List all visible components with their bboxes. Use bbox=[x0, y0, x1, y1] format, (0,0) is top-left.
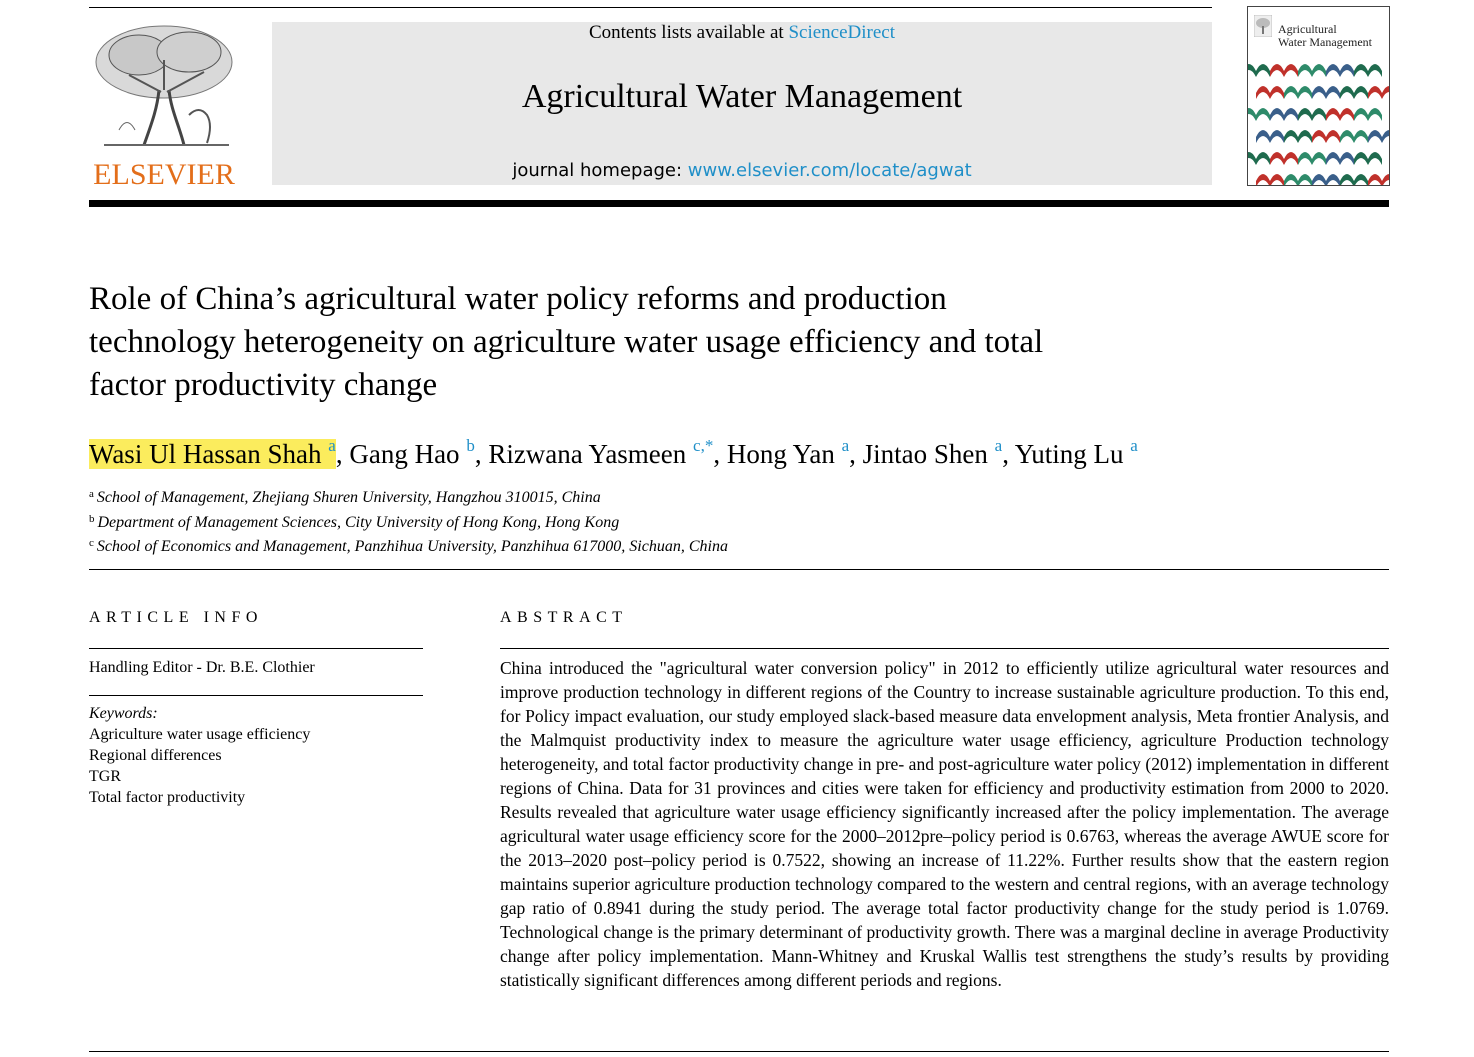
affiliation-label: c bbox=[89, 537, 94, 549]
author-affiliation-link[interactable]: b bbox=[466, 436, 475, 455]
journal-title: Agricultural Water Management bbox=[521, 78, 963, 115]
cover-wave-shape bbox=[1298, 64, 1326, 77]
author-name[interactable]: Gang Hao bbox=[349, 439, 460, 469]
author-separator: , bbox=[713, 439, 727, 469]
cover-title-line2: Water Management bbox=[1278, 35, 1372, 49]
article-info-mid-rule bbox=[89, 695, 423, 696]
title-line: technology heterogeneity on agriculture water usage efficiency and total bbox=[89, 324, 1044, 360]
author-separator: , bbox=[849, 439, 863, 469]
abstract-bottom-rule bbox=[89, 1051, 1389, 1052]
cover-wave-shape bbox=[1312, 130, 1340, 143]
cover-wave-shape bbox=[1270, 152, 1298, 165]
keyword[interactable]: Total factor productivity bbox=[89, 789, 246, 806]
author-affiliation-link[interactable]: c,* bbox=[693, 436, 714, 455]
affiliation-label: b bbox=[89, 512, 95, 525]
cover-wave-shape bbox=[1248, 108, 1270, 121]
author-separator: , bbox=[335, 439, 350, 469]
publisher-name: ELSEVIER bbox=[93, 158, 235, 191]
keyword[interactable]: TGR bbox=[89, 768, 121, 785]
cover-wave-shape bbox=[1326, 152, 1354, 165]
title-line: factor productivity change bbox=[89, 367, 438, 403]
cover-pattern-icon bbox=[1248, 53, 1389, 186]
homepage-link[interactable]: www.elsevier.com/locate/agwat bbox=[687, 160, 972, 181]
cover-wave-shape bbox=[1354, 64, 1382, 77]
author-list bbox=[89, 428, 1138, 472]
tree-logo-icon bbox=[89, 20, 239, 155]
cover-wave-shape bbox=[1340, 174, 1368, 186]
article-info-heading: ARTICLE INFO bbox=[89, 609, 263, 626]
affiliation-text: School of Management, Zhejiang Shuren University, Hangzhou 310015, China bbox=[96, 489, 601, 506]
handling-editor: Handling Editor - Dr. B.E. Clothier bbox=[89, 659, 315, 676]
header-top-rule bbox=[89, 7, 1212, 8]
cover-wave-shape bbox=[1284, 174, 1312, 186]
author-affiliation-link[interactable]: a bbox=[328, 436, 336, 455]
affiliation-list bbox=[89, 484, 728, 558]
cover-wave-shape bbox=[1326, 64, 1354, 77]
author-name[interactable]: Wasi Ul Hassan Shah bbox=[89, 439, 322, 469]
author-name[interactable]: Jintao Shen bbox=[862, 439, 988, 469]
homepage-prefix: journal homepage: bbox=[512, 160, 688, 181]
cover-wave-shape bbox=[1298, 108, 1326, 121]
cover-wave-shape bbox=[1270, 108, 1298, 121]
keyword[interactable]: Regional differences bbox=[89, 747, 222, 764]
keyword[interactable]: Agriculture water usage efficiency bbox=[89, 726, 311, 743]
cover-title bbox=[1278, 23, 1386, 49]
affiliation-item bbox=[89, 533, 728, 558]
contents-line bbox=[272, 22, 1212, 44]
journal-cover-thumbnail[interactable] bbox=[1247, 6, 1390, 186]
cover-wave-shape bbox=[1248, 152, 1270, 165]
cover-publisher-icon bbox=[1254, 15, 1272, 37]
author-affiliation-link[interactable]: a bbox=[994, 436, 1003, 455]
cover-wave-shape bbox=[1354, 108, 1382, 121]
abstract-heading: ABSTRACT bbox=[500, 609, 628, 626]
cover-wave-shape bbox=[1256, 130, 1284, 143]
author-highlighted[interactable] bbox=[89, 436, 336, 469]
cover-title-line1: Agricultural bbox=[1278, 22, 1337, 36]
affiliation-divider bbox=[89, 569, 1389, 570]
author-separator: , bbox=[474, 439, 489, 469]
publisher-logo[interactable] bbox=[89, 20, 239, 190]
sciencedirect-link[interactable]: ScienceDirect bbox=[788, 22, 896, 43]
cover-wave-shape bbox=[1340, 130, 1368, 143]
affiliation-item bbox=[89, 484, 728, 509]
cover-wave-shape bbox=[1326, 108, 1354, 121]
keywords-label: Keywords: bbox=[89, 705, 158, 722]
abstract-text: China introduced the "agricultural water conversion policy" in 2012 to efficiently utilize agricultural water resources and improve production technology in different regions of the Country to increase sustainable agriculture production. To this end, for Policy impact evaluation, our study employed slack-based measure data envelopment analysis, Meta frontier Analysis, and the Malmquist productivity index to measure the agriculture water usage efficiency, agriculture Production technology heterogeneity, and total factor productivity change in pre- and post-agriculture water policy (2012) implementation in different regions of China. Data for 31 provinces and cities were taken for efficiency and productivity estimation from 2000 to 2020. Results revealed that agriculture water usage efficiency significantly increased after the policy implementation. The average agricultural water usage efficiency score for the 2000–2012pre–policy period is 0.6763, whereas the average AWUE score for the 2013–2020 post–policy period is 0.7522, showing an increase of 11.22%. Further results show that the eastern region maintains superior agriculture production technology compared to the western and central regions, with an average technology gap ratio of 0.8941 during the study period. The average total factor productivity change for the study period is 1.0769. Technological change is the primary determinant of productivity growth. There was a marginal decline in average Productivity change after policy implementation. Mann-Whitney and Kruskal Wallis test strengthens the study’s results by providing statistically significant differences among different periods and regions. bbox=[500, 658, 1389, 990]
journal-masthead bbox=[272, 22, 1212, 185]
title-line: Role of China’s agricultural water policy reforms and production bbox=[89, 281, 947, 317]
cover-wave-shape bbox=[1270, 64, 1298, 77]
cover-wave-shape bbox=[1284, 130, 1312, 143]
cover-wave-shape bbox=[1298, 152, 1326, 165]
abstract-top-rule bbox=[500, 648, 1389, 649]
author-name[interactable]: Rizwana Yasmeen bbox=[488, 439, 687, 469]
article-info-top-rule bbox=[89, 648, 423, 649]
homepage-line bbox=[272, 160, 1212, 181]
cover-wave-shape bbox=[1354, 152, 1382, 165]
author-affiliation-link[interactable]: a bbox=[841, 436, 850, 455]
cover-wave-shape bbox=[1284, 86, 1312, 99]
cover-wave-shape bbox=[1368, 130, 1389, 143]
cover-wave-shape bbox=[1368, 174, 1389, 186]
cover-wave-shape bbox=[1256, 86, 1284, 99]
cover-wave-shape bbox=[1312, 86, 1340, 99]
article-title bbox=[89, 278, 1339, 407]
author-name[interactable]: Yuting Lu bbox=[1014, 439, 1124, 469]
keywords-block bbox=[89, 703, 310, 808]
affiliation-text: Department of Management Sciences, City University of Hong Kong, Hong Kong bbox=[97, 513, 620, 531]
author-separator: , bbox=[1002, 439, 1015, 469]
author-name[interactable]: Hong Yan bbox=[726, 439, 835, 469]
cover-wave-shape bbox=[1340, 86, 1368, 99]
header-bottom-rule bbox=[89, 200, 1389, 207]
affiliation-label: a bbox=[89, 488, 94, 500]
affiliation-text: School of Economics and Management, Panzhihua University, Panzhihua 617000, Sichuan, China bbox=[96, 538, 728, 555]
cover-wave-shape bbox=[1368, 86, 1389, 99]
affiliation-item bbox=[89, 509, 728, 534]
cover-wave-shape bbox=[1256, 174, 1284, 186]
contents-prefix: Contents lists available at bbox=[588, 22, 789, 43]
cover-wave-shape bbox=[1248, 64, 1270, 77]
cover-wave-shape bbox=[1312, 174, 1340, 186]
author-affiliation-link[interactable]: a bbox=[1130, 436, 1138, 455]
